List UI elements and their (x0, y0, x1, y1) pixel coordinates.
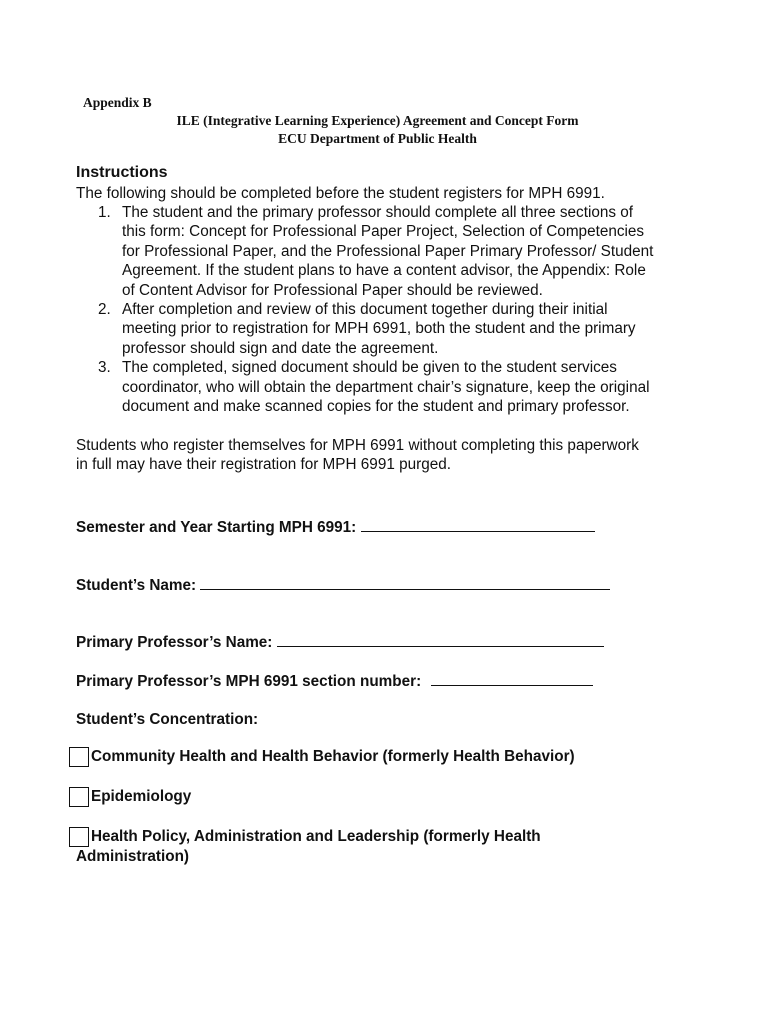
instructions-steps (76, 203, 716, 416)
instruction-step (76, 358, 716, 416)
step-number: 2. (98, 301, 111, 319)
note-line: Students who register themselves for MPH 6991 without completing this paperwork (76, 437, 639, 454)
professor-name-input-line[interactable] (277, 632, 604, 647)
step-line: professor should sign and date the agreement. (122, 339, 439, 357)
appendix-label: Appendix B (83, 95, 152, 110)
instruction-step (76, 203, 716, 300)
section-number-input-line[interactable] (431, 671, 593, 686)
instructions-heading: Instructions (76, 164, 168, 181)
checkbox[interactable] (69, 827, 89, 847)
checkbox[interactable] (69, 787, 89, 807)
student-name-label: Student’s Name: (76, 577, 197, 594)
registration-note (76, 436, 639, 475)
semester-field (76, 517, 595, 538)
section-number-field (76, 671, 593, 692)
semester-input-line[interactable] (361, 517, 595, 532)
instructions-intro: The following should be completed before the student registers for MPH 6991. (76, 185, 605, 202)
instruction-step (76, 300, 716, 358)
option-label: Health Policy, Administration and Leadership (formerly Health (91, 828, 541, 845)
step-line: document and make scanned copies for the student and primary professor. (122, 398, 630, 416)
step-line: After completion and review of this document together during their initial (122, 301, 608, 319)
concentration-label: Student’s Concentration: (76, 711, 259, 728)
step-line: Agreement. If the student plans to have a content advisor, the Appendix: Role (122, 262, 646, 280)
checkbox[interactable] (69, 747, 89, 767)
step-line: this form: Concept for Professional Paper Project, Selection of Competencies (122, 223, 645, 241)
step-line: for Professional Paper, and the Professional Paper Primary Professor/ Student (122, 242, 654, 260)
department-name: ECU Department of Public Health (278, 131, 477, 146)
step-line: The student and the primary professor should complete all three sections of (122, 204, 634, 221)
professor-name-field (76, 632, 604, 653)
option-label-continued: Administration) (76, 848, 190, 865)
note-line: in full may have their registration for MPH 6991 purged. (76, 456, 451, 474)
semester-label: Semester and Year Starting MPH 6991: (76, 519, 357, 536)
option-label: Epidemiology (91, 788, 192, 805)
form-title: ILE (Integrative Learning Experience) Agreement and Concept Form (176, 113, 579, 128)
step-line: meeting prior to registration for MPH 6991, both the student and the primary (122, 320, 636, 338)
step-line: of Content Advisor for Professional Paper should be reviewed. (122, 281, 543, 299)
step-number: 1. (98, 204, 111, 221)
step-line: The completed, signed document should be given to the student services (122, 359, 617, 377)
student-name-input-line[interactable] (200, 575, 610, 590)
option-label: Community Health and Health Behavior (formerly Health Behavior) (91, 748, 575, 765)
section-number-label: Primary Professor’s MPH 6991 section number: (76, 673, 422, 690)
step-number: 3. (98, 359, 111, 377)
professor-name-label: Primary Professor’s Name: (76, 634, 273, 651)
student-name-field (76, 575, 610, 596)
step-line: coordinator, who will obtain the department chair’s signature, keep the original (122, 378, 650, 396)
